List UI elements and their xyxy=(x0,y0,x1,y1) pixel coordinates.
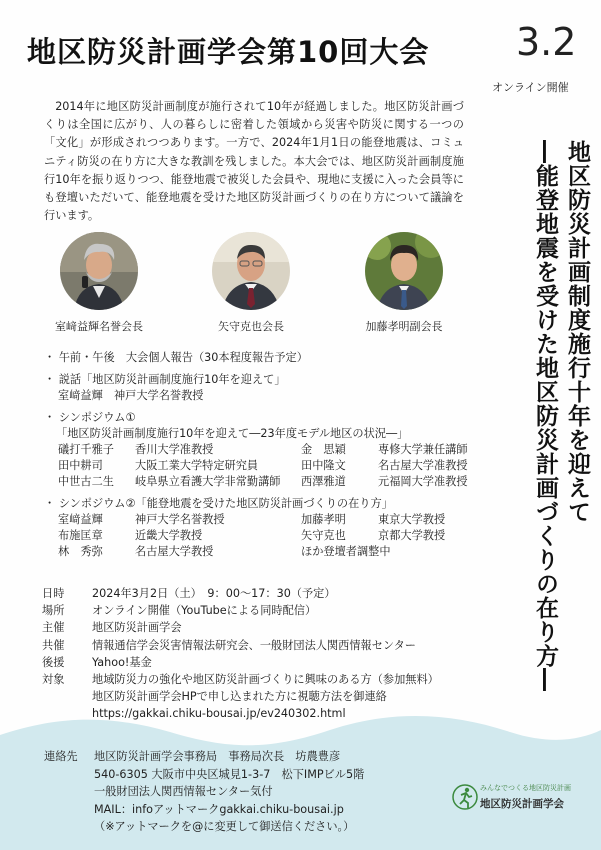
society-logo xyxy=(452,780,592,820)
info-label: 場所 xyxy=(42,604,65,618)
logo-name: 地区防災計画学会 xyxy=(480,798,564,810)
info-row-cohost xyxy=(42,637,512,654)
portrait-caption-murosaki: 室﨑益輝名誉会長 xyxy=(55,320,143,333)
portrait-photo xyxy=(365,232,443,310)
contact-line: 一般財団法人関西情報センター気付 xyxy=(94,785,273,798)
info-row-organizer xyxy=(42,619,512,636)
info-value: 2024年3月2日（土） 9：00～17：30（予定） xyxy=(92,587,336,600)
panel-row xyxy=(58,442,494,458)
contact-line: 地区防災計画学会事務局 事務局次長 坊農豊彦 xyxy=(94,750,341,763)
event-url-link[interactable]: https://gakkai.chiku-bousai.jp/ev240302.html xyxy=(92,707,346,721)
info-row-support xyxy=(42,654,512,671)
panelist-name: 矢守克也 xyxy=(301,529,346,542)
info-row-venue xyxy=(42,602,512,619)
program-section xyxy=(44,350,494,560)
info-value: 地域防災力の強化や地区防災計画づくりに興味のある方（参加無料） xyxy=(92,673,439,687)
panelist-name: 西澤雅道 xyxy=(301,475,346,488)
panelist-name: 布施匡章 xyxy=(58,529,103,542)
panelist-affiliation: 元福岡大学准教授 xyxy=(378,475,468,488)
panelist-affiliation: 東京大学教授 xyxy=(378,513,446,526)
info-value: Yahoo!基金 xyxy=(92,655,152,669)
contact-row xyxy=(44,801,444,819)
panelist-affiliation: 専修大学兼任講師 xyxy=(378,443,468,456)
portrait-caption-kato: 加藤孝明副会長 xyxy=(365,320,443,333)
panelist-name: 礒打千雅子 xyxy=(58,443,114,456)
event-date-large: 3.2 xyxy=(516,20,577,64)
info-label: 日時 xyxy=(42,587,65,600)
portrait-murosaki xyxy=(60,232,138,310)
panelist-affiliation: 神戸大学名誉教授 xyxy=(135,513,225,526)
panel-row xyxy=(58,528,494,544)
panelist-name: 室﨑益輝 xyxy=(58,513,103,526)
theme-sub-line: ―能登地震を受けた地区防災計画づくりの在り方― xyxy=(532,140,558,692)
panelist-affiliation: 名古屋大学准教授 xyxy=(378,459,468,472)
panel-row xyxy=(58,544,494,560)
theme-main-line: 地区防災計画制度施行十年を迎えて xyxy=(564,140,590,524)
program-item-symposium-2: ・ シンポジウム②「能登地震を受けた地区防災計画づくりの在り方」 xyxy=(44,497,393,510)
info-value: 地区防災計画学会 xyxy=(92,621,182,635)
info-value: 情報通信学会災害情報法研究会、一般財団法人関西情報センター xyxy=(92,638,416,652)
panelist-name: 田中耕司 xyxy=(58,459,103,472)
contact-email: MAIL：infoアットマークgakkai.chiku-bousai.jp xyxy=(94,802,344,816)
info-row-date xyxy=(42,585,512,602)
panelist-name: 金 思穎 xyxy=(301,443,346,456)
contact-row xyxy=(44,818,444,836)
panelist-name: 田中隆文 xyxy=(301,459,346,472)
portrait-photo xyxy=(60,232,138,310)
panel-row xyxy=(58,512,494,528)
panelist-affiliation: 香川大学准教授 xyxy=(135,443,214,456)
contact-row xyxy=(44,748,444,766)
contact-label: 連絡先 xyxy=(44,750,78,763)
info-row-audience xyxy=(42,671,512,688)
portrait-photo xyxy=(212,232,290,310)
panel-row xyxy=(58,458,494,474)
logo-tagline: みんなでつくる地区防災計画 xyxy=(480,784,571,792)
info-value: オンライン開催（YouTubeによる同時配信） xyxy=(92,604,317,618)
intro-paragraph: 2014年に地区防災計画制度が施行されて10年が経過しました。地区防災計画づくりは全国に広がり、人の暮らしに密着した領域から災害や防災に関する一つの「文化」が形成されつつあります。一方で、2024年1月1日の能登地震は、コミュニティ防災の在り方に大きな教訓を残しました。本大会では、地区防災計画制度施行10年を振り返りつつ、能登地震で被災した会員や、現地に支援に入った会員等にも登壇いただいて、能登地震を受けた地区防災計画づくりの在り方について議論を行います。 xyxy=(44,100,464,223)
panelist-name: 中世古二生 xyxy=(58,475,114,488)
contact-section xyxy=(44,748,444,836)
symposium-1-panel xyxy=(44,442,494,490)
info-label: 後援 xyxy=(42,655,65,669)
contact-line: （※アットマークを@に変更して御送信ください。） xyxy=(94,820,355,833)
program-item-symposium-1: ・ シンポジウム① xyxy=(44,411,136,424)
panelist-affiliation: 大阪工業大学特定研究員 xyxy=(135,459,259,472)
panelist-affiliation: 近畿大学教授 xyxy=(135,529,203,542)
symposium-2-panel xyxy=(44,512,494,560)
contact-line: 540-6305 大阪市中央区城見1-3-7 松下IMPビル5階 xyxy=(94,767,365,781)
lecture-speaker: 室﨑益輝 神戸大学名誉教授 xyxy=(58,389,204,402)
contact-row xyxy=(44,783,444,801)
program-item-lecture: ・ 説話「地区防災計画制度施行10年を迎えて」 xyxy=(44,373,286,386)
panelist-affiliation: 京都大学教授 xyxy=(378,529,446,542)
portrait-kato xyxy=(365,232,443,310)
info-label: 共催 xyxy=(42,638,65,652)
info-value: 地区防災計画学会HPで申し込まれた方に視聴方法を御連絡 xyxy=(92,690,387,704)
portrait-caption-yamori: 矢守克也会長 xyxy=(218,320,284,333)
panelist-name: 林 秀弥 xyxy=(58,545,103,558)
panelist-affiliation: 名古屋大学教授 xyxy=(135,545,214,558)
panel-row xyxy=(58,474,494,490)
panelist-name: 加藤孝明 xyxy=(301,513,346,526)
program-item-reports: ・ 午前・午後 大会個人報告（30本程度報告予定） xyxy=(44,351,308,364)
page-title: 地区防災計画学会第10回大会 xyxy=(27,35,430,69)
portrait-yamori xyxy=(212,232,290,310)
running-person-icon xyxy=(452,784,478,814)
contact-row xyxy=(44,766,444,784)
symposium-1-theme: 「地区防災計画制度施行10年を迎えて―23年度モデル地区の状況―」 xyxy=(56,427,409,440)
info-label: 主催 xyxy=(42,621,65,635)
info-label: 対象 xyxy=(42,673,65,687)
panel-note: ほか登壇者調整中 xyxy=(301,545,391,558)
panelist-affiliation: 岐阜県立看護大学非常勤講師 xyxy=(135,475,281,488)
format-note: オンライン開催 xyxy=(492,81,569,94)
vertical-theme-title xyxy=(514,140,594,692)
